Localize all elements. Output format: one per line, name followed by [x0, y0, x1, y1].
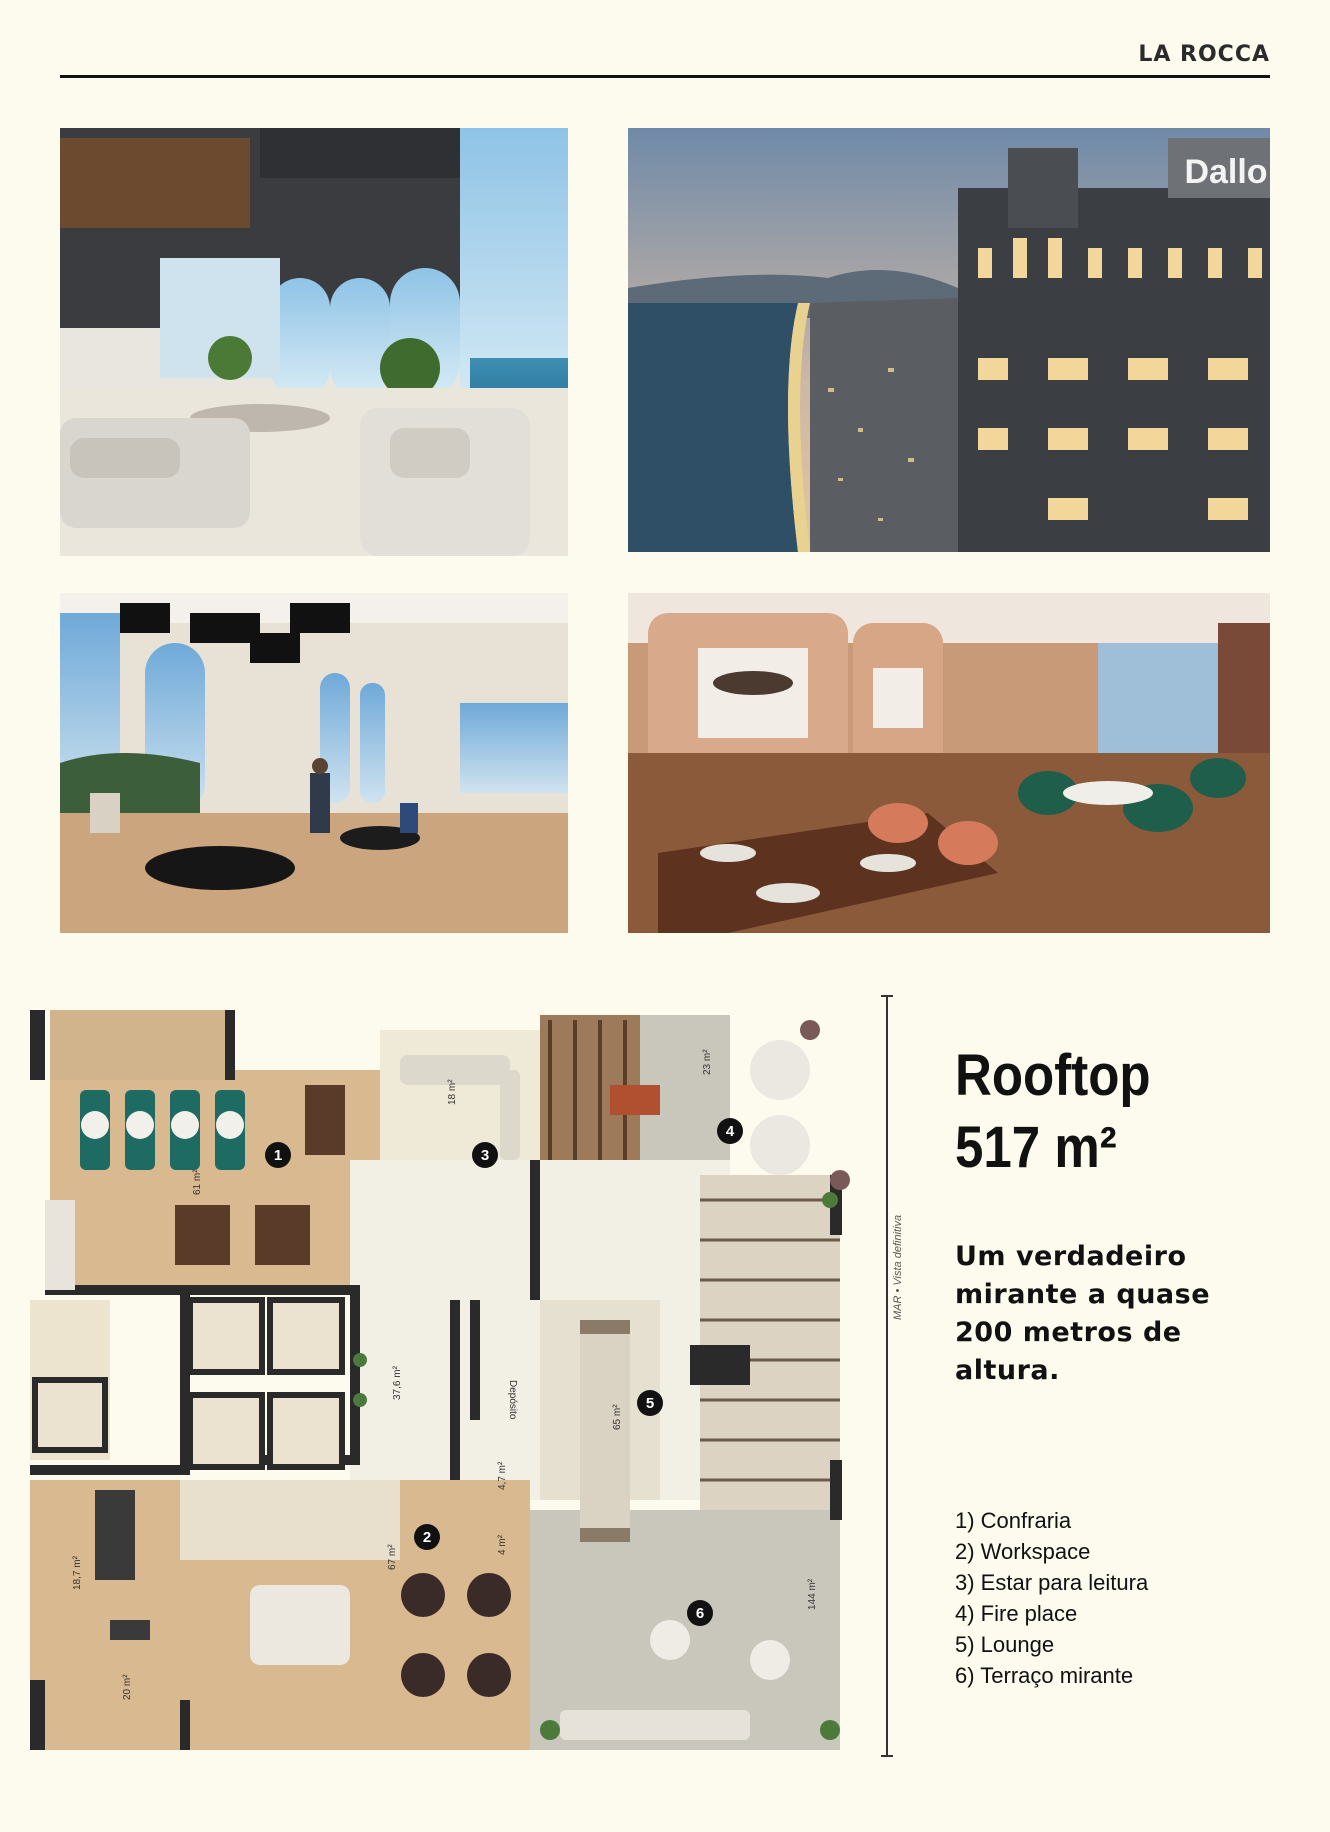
rooftop-floor-plan	[30, 1000, 890, 1770]
marker-1	[265, 1142, 291, 1168]
marker-4	[717, 1118, 743, 1144]
svg-text:3: 3	[480, 1147, 490, 1164]
title-line-1: Rooftop	[955, 1043, 1151, 1108]
area-label: 4,7 m²	[497, 1461, 508, 1490]
dallo-sign: Dallo	[1184, 153, 1268, 191]
room-legend	[955, 1505, 1148, 1691]
title-line-2: 517 m²	[955, 1115, 1117, 1180]
area-label: 144 m²	[807, 1578, 818, 1610]
legend-item: 4) Fire place	[955, 1601, 1078, 1626]
header-rule	[60, 75, 1270, 78]
area-label: 65 m²	[612, 1404, 623, 1430]
legend-item: 2) Workspace	[955, 1539, 1091, 1564]
marker-5	[637, 1390, 663, 1416]
marker-2	[414, 1524, 440, 1550]
legend-item: 6) Terraço mirante	[955, 1663, 1134, 1688]
svg-text:2: 2	[422, 1529, 432, 1546]
tower-aerial-photo	[628, 128, 1270, 552]
svg-text:5: 5	[645, 1395, 655, 1412]
marker-6	[687, 1600, 713, 1626]
living-room-photo	[60, 128, 568, 556]
area-label: 4 m²	[497, 1535, 508, 1555]
description: Um verdadeiro mirante a quase 200 metros de altura.	[955, 1241, 1211, 1386]
legend-item: 5) Lounge	[955, 1632, 1055, 1657]
svg-text:1: 1	[273, 1147, 283, 1164]
area-label: 37,6 m²	[392, 1366, 403, 1400]
area-label: Depósito	[507, 1380, 518, 1420]
page-title	[955, 1040, 1151, 1184]
area-label: 20 m²	[122, 1674, 133, 1700]
restaurant-photo	[628, 593, 1270, 933]
sea-view-note: MAR • Vista definitiva	[892, 1214, 904, 1320]
marker-3	[472, 1142, 498, 1168]
area-label: 67 m²	[387, 1544, 398, 1570]
svg-text:4: 4	[725, 1123, 735, 1140]
area-label: 18,7 m²	[72, 1556, 83, 1590]
workspace-photo	[60, 593, 568, 933]
area-label: 61 m²	[192, 1169, 203, 1195]
brand-logo: LA ROCCA	[1138, 42, 1270, 67]
legend-item: 3) Estar para leitura	[955, 1570, 1149, 1595]
area-label: 18 m²	[447, 1079, 458, 1105]
legend-item: 1) Confraria	[955, 1508, 1072, 1533]
svg-text:6: 6	[695, 1605, 705, 1622]
sea-view-line	[886, 995, 888, 1757]
area-label: 23 m²	[702, 1049, 713, 1075]
